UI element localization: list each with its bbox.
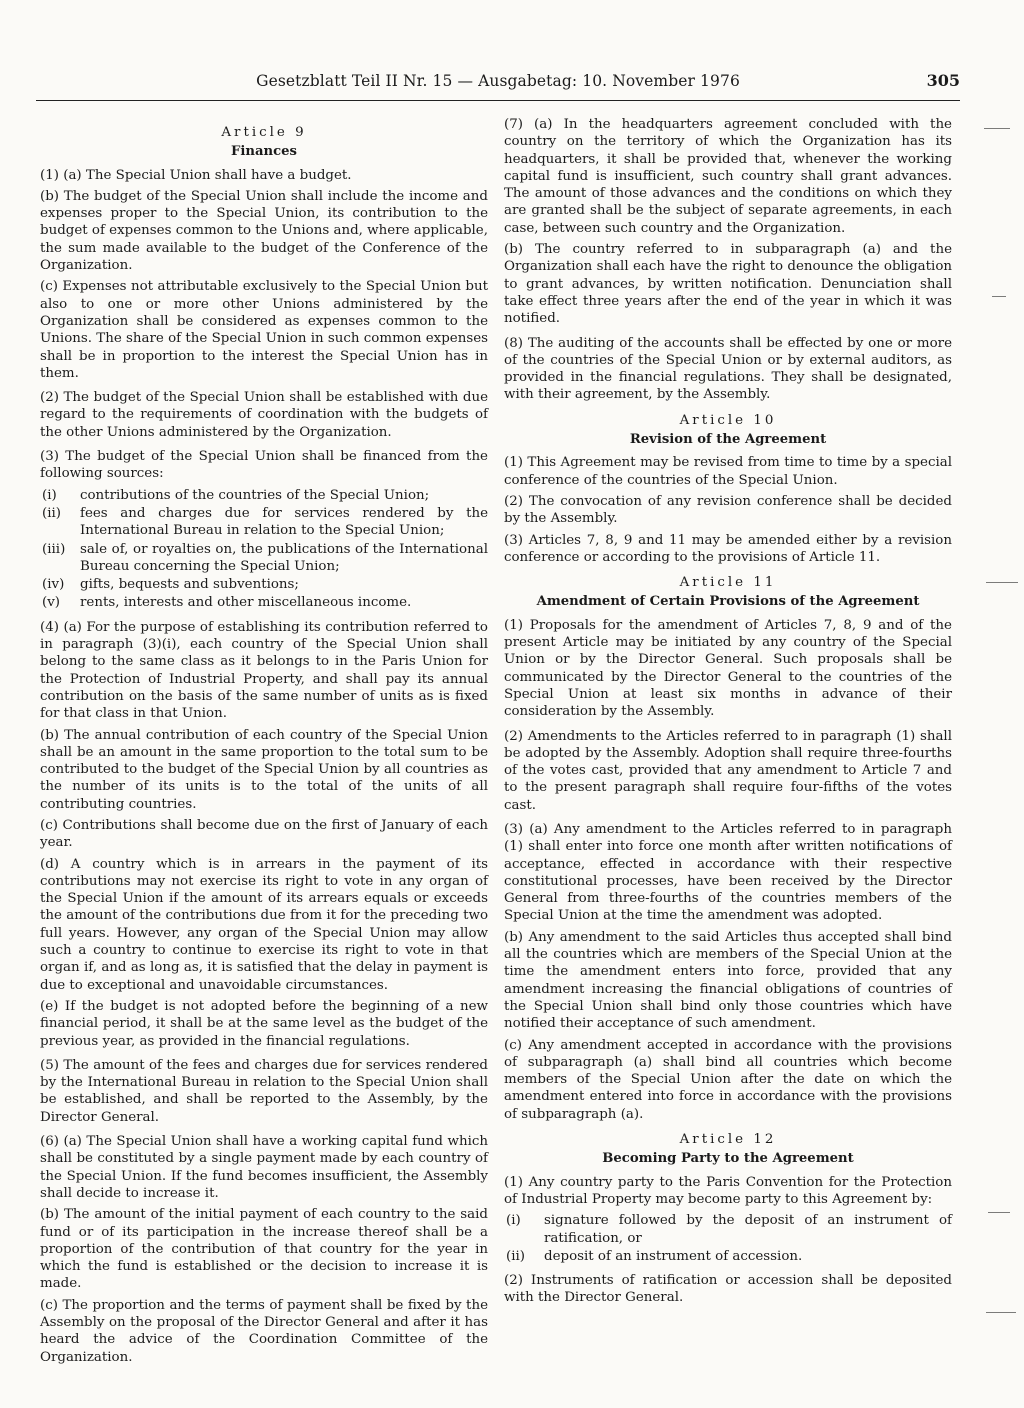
paragraph: (b) Any amendment to the said Articles thus accepted shall bind all the countries which are members of the Special Union at the time the amendment enters into force, provided that any amendment increasing the financial obligations of countries of the Special Union shall bind only those countries which have notified their acceptance of such amendment. <box>504 929 952 1032</box>
paragraph: (e) If the budget is not adopted before the beginning of a new financial period, it shall be at the same level as the budget of the previous year, as provided in the financial regulations. <box>40 998 488 1049</box>
paragraph: (3) Articles 7, 8, 9 and 11 may be amended either by a revision conference or according to the provisions of Article 11. <box>504 532 952 565</box>
paragraph: (b) The annual contribution of each country of the Special Union shall be an amount in the same proportion to the total sum to be contributed to the budget of the Special Union by all countries as the number of its units is to the total of the units of all contributing countries. <box>40 727 488 812</box>
list-item <box>40 594 488 611</box>
paragraph: (b) The budget of the Special Union shall include the income and expenses proper to the Special Union, its contribution to the budget of expenses common to the Unions and, where applicable, the sum made available to the budget of the Conference of the Organization. <box>40 188 488 274</box>
paragraph: (d) A country which is in arrears in the payment of its contributions may not exercise its right to vote in any organ of the Special Union if the amount of its arrears equals or exceeds the amount of the contributions due from it for the preceding two full years. However, any organ of the Special Union may allow such a country to continue to exercise its right to vote in that organ if, and as long as, it is satisfied that the delay in payment is due to exceptional and unavoidable circumstances. <box>40 856 488 993</box>
article-12-heading: Becoming Party to the Agreement <box>602 1151 854 1167</box>
list-item-text: signature followed by the deposit of an instrument of ratification, or <box>544 1213 952 1246</box>
sources-list <box>40 487 488 612</box>
paragraph: (2) The convocation of any revision conference shall be decided by the Assembly. <box>504 493 952 527</box>
paragraph: (3) (a) Any amendment to the Articles referred to in paragraph (1) shall enter into force one month after written notifications of acceptance, effected in accordance with their respective constitutional processes, have been received by the Director General from three-fourths of the countries members of the Special Union at the time the amendment was adopted. <box>504 821 952 924</box>
list-item-number: (ii) <box>506 1248 526 1264</box>
article-10-title: Article 10 <box>679 412 777 428</box>
paragraph: (6) (a) The Special Union shall have a working capital fund which shall be constituted by a single payment made by each country of the Special Union. If the fund becomes insufficient, the Assembly shall decide to increase it. <box>40 1134 488 1201</box>
list-item-text: fees and charges due for services rendered by the International Bureau in relation to the Special Union; <box>80 505 488 539</box>
paragraph: (1) Proposals for the amendment of Articles 7, 8, 9 and of the present Article may be initiated by any country of the Special Union or by the Director General. Such proposals shall be communicated by the Director General to the countries of the Special Union at least six months in advance of their consideration by the Assembly. <box>504 617 952 720</box>
paragraph: (2) Instruments of ratification or accession shall be deposited with the Director General. <box>504 1273 952 1306</box>
list-item <box>40 487 488 504</box>
list-item-number: (iii) <box>42 541 66 557</box>
article-10-heading: Revision of the Agreement <box>629 432 827 448</box>
paragraph: (b) The country referred to in subparagraph (a) and the Organization shall each have the right to denounce the obligation to grant advances, by written notification. Denunciation shall take effect three years after the end of the year in which it was notified. <box>504 242 952 327</box>
article-12-title: Article 12 <box>679 1132 777 1148</box>
paragraph: (b) The amount of the initial payment of each country to the said fund or of its participation in the increase thereof shall be a proportion of the contribution of that country for the year in which the fund is established or the decision to increase it is made. <box>40 1207 488 1292</box>
paragraph: (1) Any country party to the Paris Convention for the Protection of Industrial Property may become party to this Agreement by: <box>504 1174 952 1207</box>
margin-mark <box>992 296 1006 297</box>
article-11-title: Article 11 <box>679 575 777 591</box>
list-item <box>40 541 488 576</box>
left-column <box>40 116 488 1370</box>
paragraph: (2) Amendments to the Articles referred to in paragraph (1) shall be adopted by the Assembly. Adoption shall require three-fourths of the votes cast, provided that any amendment to Article 7 and to the present paragraph shall require four-fifths of the votes cast. <box>504 728 952 813</box>
list-item-number: (i) <box>42 487 57 503</box>
article-9-heading: Finances <box>231 144 297 160</box>
right-column <box>504 116 952 1311</box>
paragraph: (7) (a) In the headquarters agreement concluded with the country on the territory of which the Organization has its headquarters, it shall be provided that, whenever the working capital fund is insufficient, such country shall grant advances. The amount of those advances and the conditions on which they are granted shall be the subject of separate agreements, in each case, between such country and the Organization. <box>504 117 952 236</box>
list-item <box>40 505 488 540</box>
article-9-title: Article 9 <box>221 125 307 140</box>
list-item-text: deposit of an instrument of accession. <box>544 1248 803 1264</box>
paragraph: (3) The budget of the Special Union shall be financed from the following sources: <box>40 449 488 482</box>
paragraph: (c) Any amendment accepted in accordance with the provisions of subparagraph (a) shall bind all countries which become members of the Special Union after the date on which the amendment entered into force in accordance with the provisions of subparagraph (a). <box>504 1037 952 1122</box>
margin-mark <box>984 128 1010 129</box>
paragraph: (c) Contributions shall become due on the first of January of each year. <box>40 817 488 851</box>
accession-means-list <box>504 1212 952 1265</box>
list-item <box>504 1212 952 1247</box>
list-item-text: rents, interests and other miscellaneous income. <box>80 595 412 611</box>
list-item-number: (v) <box>42 595 61 611</box>
page-number: 305 <box>926 71 960 90</box>
article-11-heading: Amendment of Certain Provisions of the Agreement <box>536 594 920 610</box>
list-item-number: (ii) <box>42 505 62 521</box>
paragraph: (c) Expenses not attributable exclusively to the Special Union but also to one or more other Unions administered by the Organization shall be considered as expenses common to the Unions. The share of the Special Union in such common expenses shall be in proportion to the interest the Special Union has in them. <box>40 279 488 381</box>
list-item <box>504 1248 952 1265</box>
running-header <box>36 72 960 101</box>
paragraph: (8) The auditing of the accounts shall be effected by one or more of the countries of the Special Union or by external auditors, as provided in the financial regulations. They shall be designated, with their agreement, by the Assembly. <box>504 335 952 403</box>
margin-mark <box>986 582 1018 583</box>
paragraph: (1) (a) The Special Union shall have a budget. <box>40 167 352 183</box>
paragraph: (5) The amount of the fees and charges due for services rendered by the International Bureau in relation to the Special Union shall be established, and shall be reported to the Assembly, by the Director General. <box>40 1057 488 1125</box>
list-item-text: contributions of the countries of the Special Union; <box>80 487 430 503</box>
list-item <box>40 576 488 593</box>
margin-mark <box>986 1312 1016 1313</box>
paragraph: (2) The budget of the Special Union shall be established with due regard to the requirements of coordination with the budgets of the other Unions administered by the Organization. <box>40 390 488 440</box>
paragraph: (1) This Agreement may be revised from time to time by a special conference of the countries of the Special Union. <box>504 455 952 488</box>
margin-mark <box>988 1212 1010 1213</box>
list-item-number: (iv) <box>42 577 65 593</box>
gazette-title: Gesetzblatt Teil II Nr. 15 — Ausgabetag: 10. November 1976 <box>256 72 740 90</box>
paragraph: (c) The proportion and the terms of payment shall be fixed by the Assembly on the proposal of the Director General and after it has heard the advice of the Coordination Committee of the Organization. <box>40 1297 488 1365</box>
list-item-text: sale of, or royalties on, the publications of the International Bureau concerning the Special Union; <box>80 541 488 574</box>
list-item-text: gifts, bequests and subventions; <box>80 577 299 593</box>
list-item-number: (i) <box>506 1213 521 1229</box>
paragraph: (4) (a) For the purpose of establishing its contribution referred to in paragraph (3)(i), each country of the Special Union shall belong to the same class as it belongs to in the Paris Union for the Protection of Industrial Property, and shall pay its annual contribution on the basis of the same number of units as is fixed for that class in that Union. <box>40 619 488 722</box>
